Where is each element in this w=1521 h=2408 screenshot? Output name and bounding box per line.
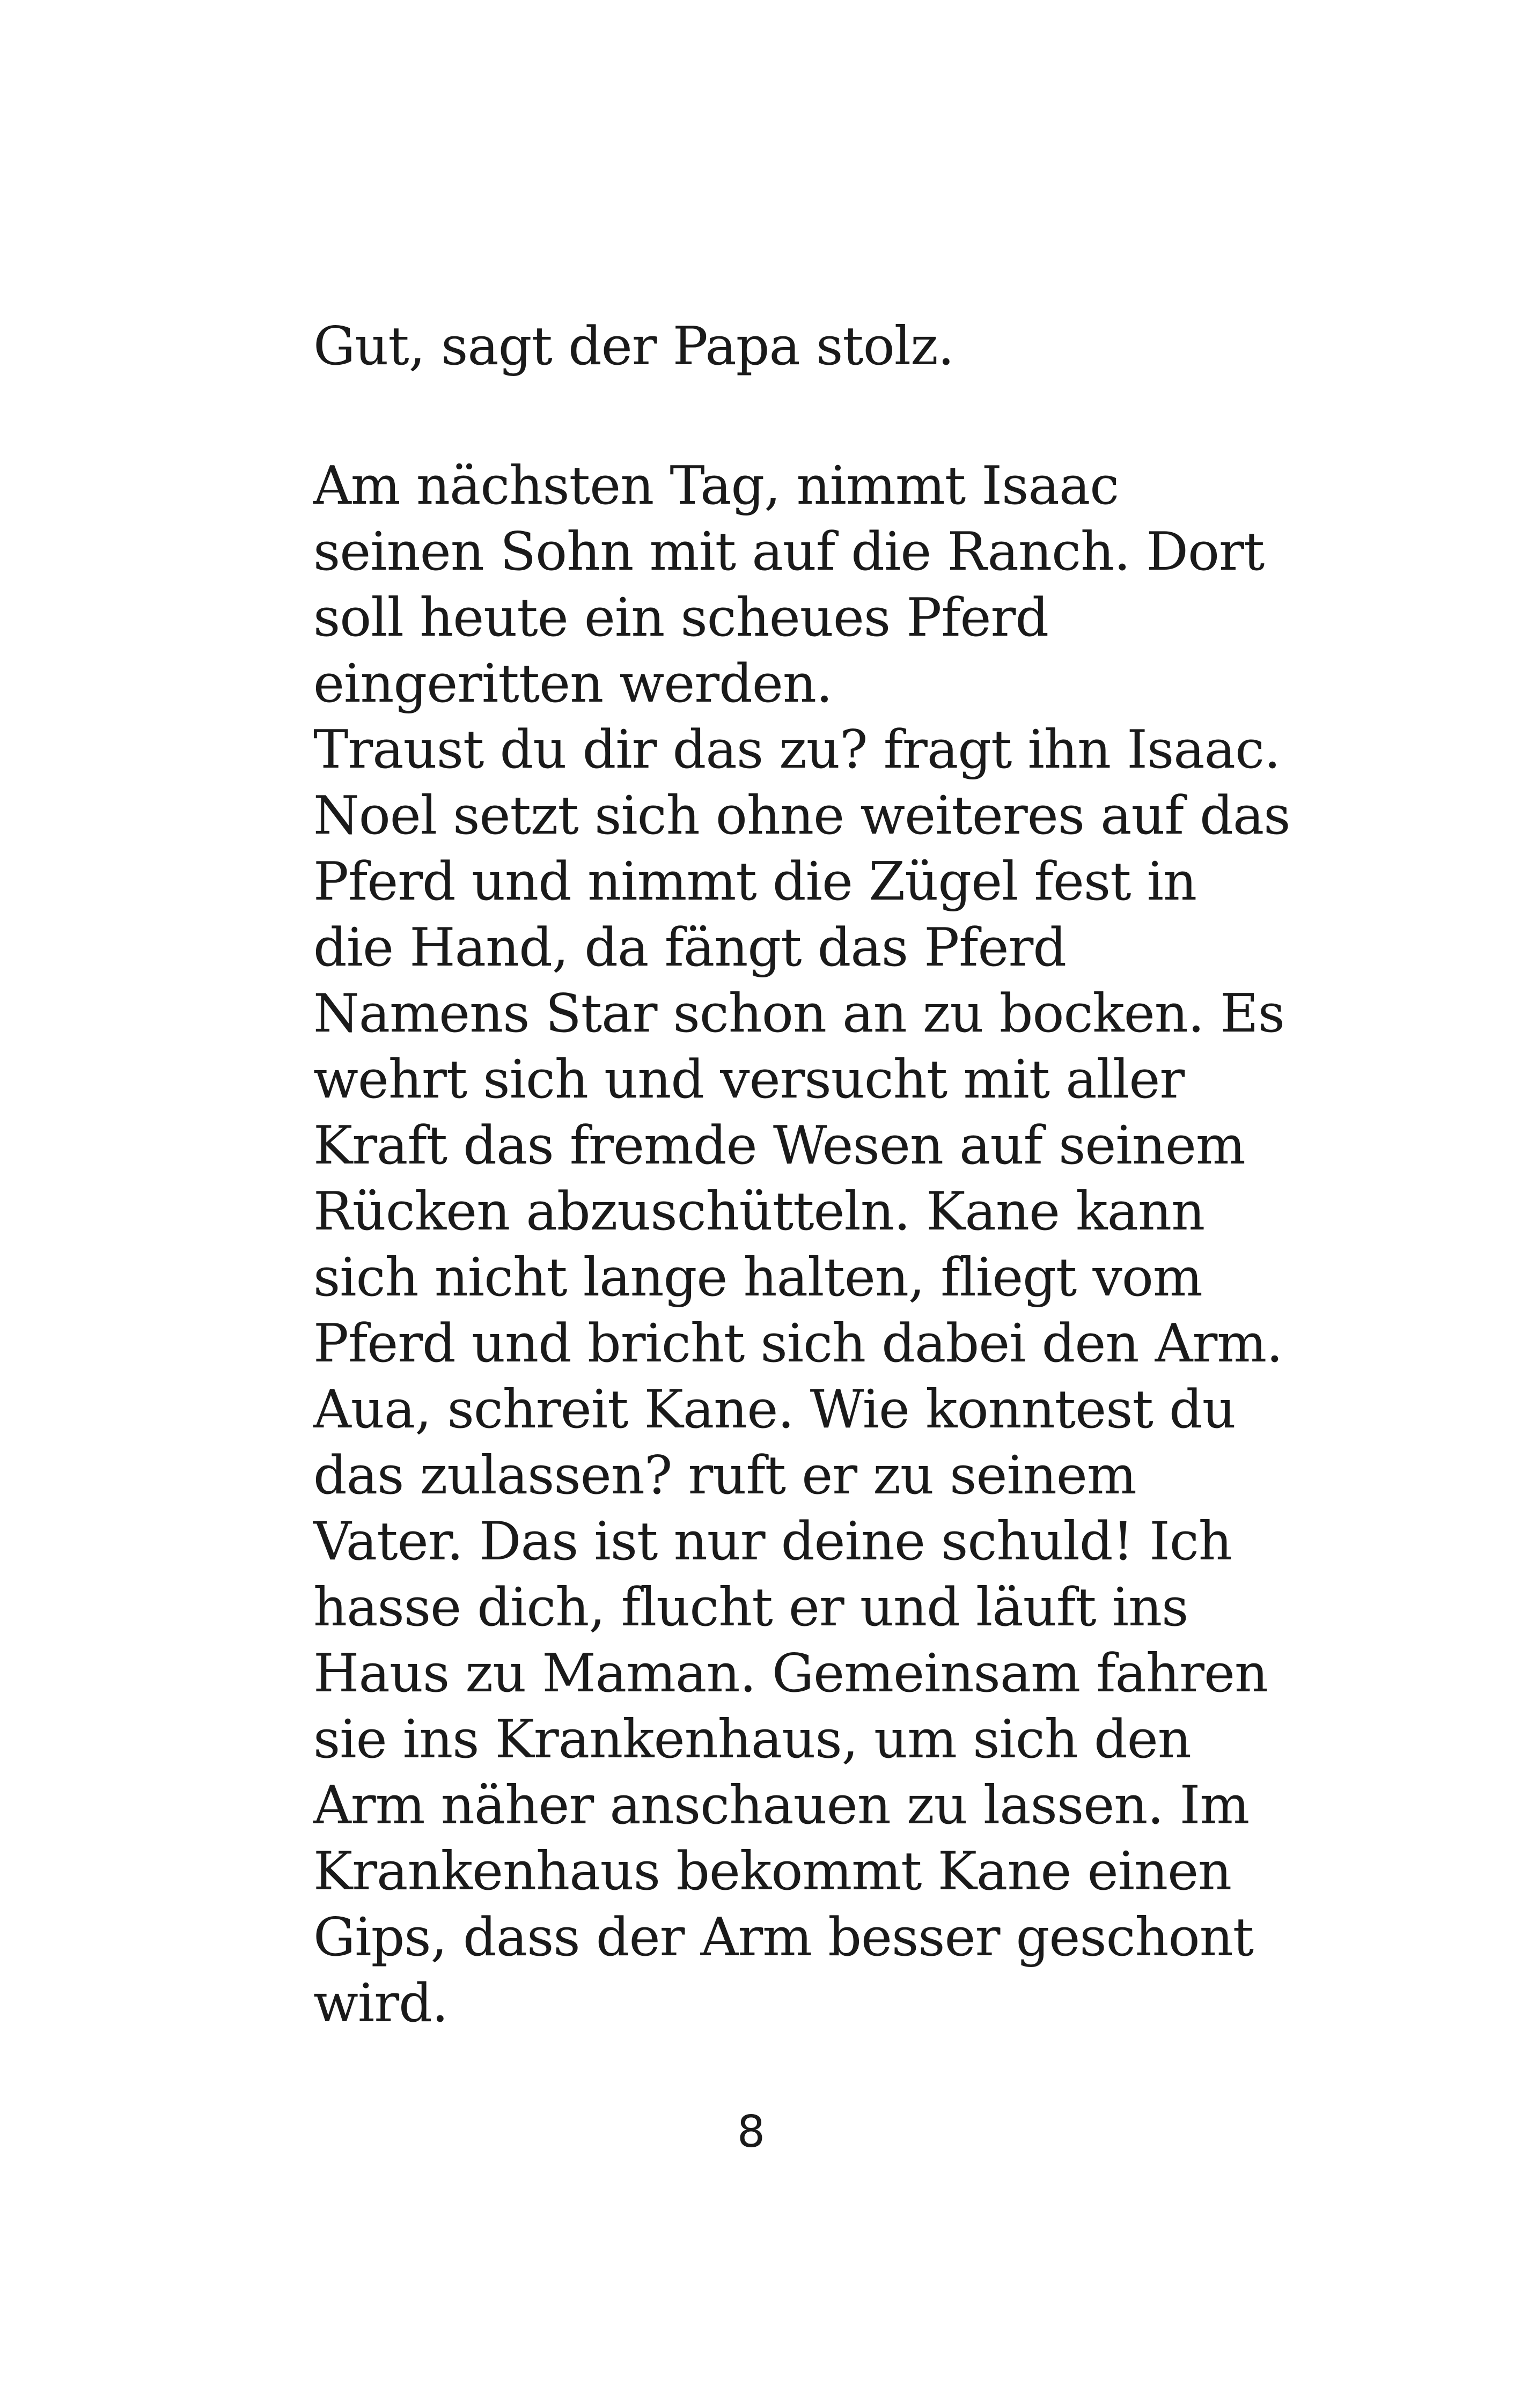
body-text: [313, 314, 1290, 2037]
text-line: die Hand, da fängt das Pferd: [313, 917, 1067, 978]
text-line: soll heute ein scheues Pferd: [313, 587, 1049, 649]
text-line: Vater. Das ist nur deine schuld! Ich: [313, 1511, 1232, 1572]
text-line: Namens Star schon an zu bocken. Es: [313, 983, 1285, 1044]
text-line: Kraft das fremde Wesen auf seinem: [313, 1115, 1245, 1176]
text-line: Krankenhaus bekommt Kane einen: [313, 1841, 1232, 1902]
text-line: eingeritten werden.: [313, 653, 833, 715]
text-line: Traust du dir das zu? fragt ihn Isaac.: [313, 719, 1281, 780]
text-line: Gips, dass der Arm besser geschont: [313, 1907, 1254, 1968]
text-line: sich nicht lange halten, fliegt vom: [313, 1247, 1202, 1308]
text-line: seinen Sohn mit auf die Ranch. Dort: [313, 521, 1265, 583]
text-line: hasse dich, flucht er und läuft ins: [313, 1577, 1188, 1638]
text-line: Am nächsten Tag, nimmt Isaac: [313, 455, 1119, 517]
text-line: Noel setzt sich ohne weiteres auf das: [313, 785, 1290, 846]
page-number: 8: [737, 2107, 766, 2157]
text-line: Pferd und bricht sich dabei den Arm.: [313, 1313, 1283, 1374]
text-line: Rücken abzuschütteln. Kane kann: [313, 1181, 1205, 1242]
text-line: Aua, schreit Kane. Wie konntest du: [313, 1379, 1236, 1440]
text-line: wird.: [313, 1973, 448, 2034]
text-line: Arm näher anschauen zu lassen. Im: [313, 1775, 1250, 1836]
text-line: sie ins Krankenhaus, um sich den: [313, 1709, 1191, 1770]
text-line: Gut, sagt der Papa stolz.: [313, 316, 954, 377]
text-line: Pferd und nimmt die Zügel fest in: [313, 851, 1197, 912]
text-line: Haus zu Maman. Gemeinsam fahren: [313, 1643, 1268, 1704]
text-line: wehrt sich und versucht mit aller: [313, 1049, 1185, 1110]
text-line: das zulassen? ruft er zu seinem: [313, 1445, 1136, 1506]
paragraph-gap: [313, 380, 1225, 453]
